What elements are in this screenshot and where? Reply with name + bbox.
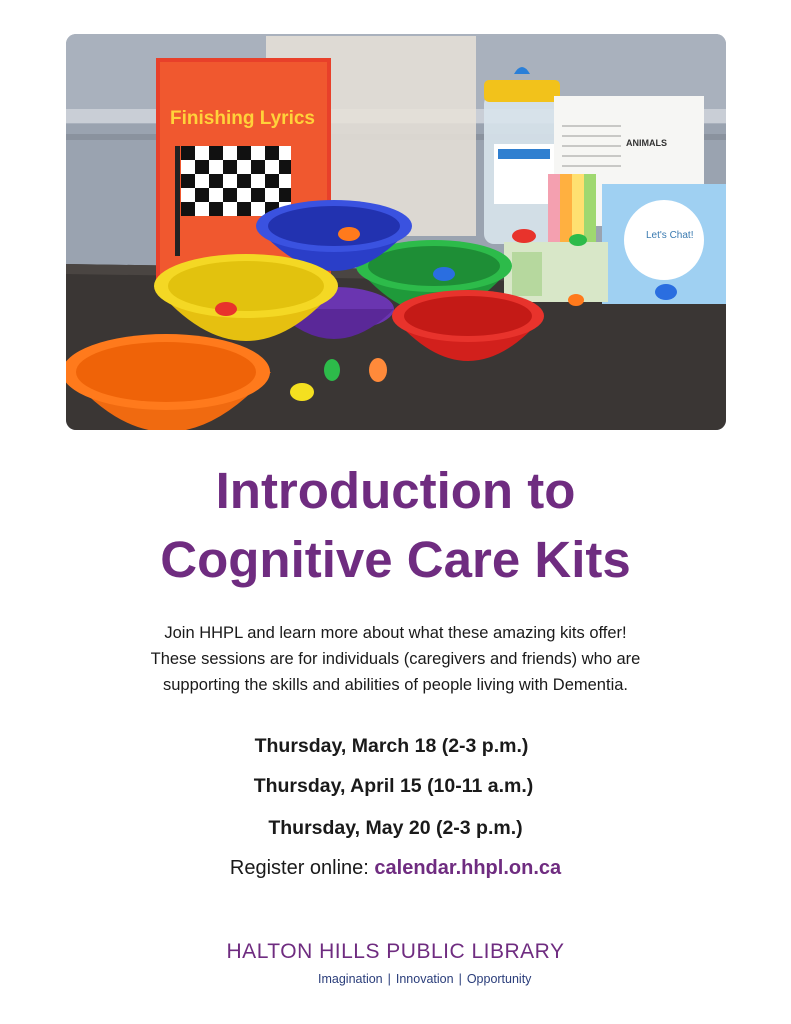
lets-chat-text: Let's Chat! bbox=[646, 230, 694, 241]
word-search-label: ANIMALS bbox=[626, 138, 667, 148]
tagline-word: Opportunity bbox=[466, 972, 532, 986]
intro-line-1: Join HHPL and learn more about what these amazing kits offer! bbox=[164, 624, 627, 642]
page-title-line-2: Cognitive Care Kits bbox=[160, 531, 631, 588]
library-tagline bbox=[318, 970, 618, 988]
register-link[interactable]: calendar.hhpl.on.ca bbox=[374, 857, 562, 879]
tagline-word: Imagination bbox=[318, 972, 383, 986]
session-date: Thursday, May 20 (2-3 p.m.) bbox=[268, 817, 523, 839]
session-date: Thursday, April 15 (10-11 a.m.) bbox=[253, 775, 534, 797]
session-date: Thursday, March 18 (2-3 p.m.) bbox=[254, 735, 529, 757]
tagline-separator: | bbox=[458, 972, 462, 986]
library-name: HALTON HILLS PUBLIC LIBRARY bbox=[226, 940, 565, 963]
intro-line-3: supporting the skills and abilities of people living with Dementia. bbox=[162, 676, 628, 694]
intro-line-2: These sessions are for individuals (caregivers and friends) who are bbox=[150, 650, 641, 668]
tagline-separator: | bbox=[387, 972, 391, 986]
book-title-text: Finishing Lyrics bbox=[170, 108, 315, 129]
page-title-line-1: Introduction to bbox=[215, 462, 576, 519]
register-label: Register online: bbox=[229, 857, 375, 879]
hero-photo bbox=[66, 34, 726, 430]
tagline-word: Innovation bbox=[395, 972, 454, 986]
register-line bbox=[0, 852, 791, 884]
